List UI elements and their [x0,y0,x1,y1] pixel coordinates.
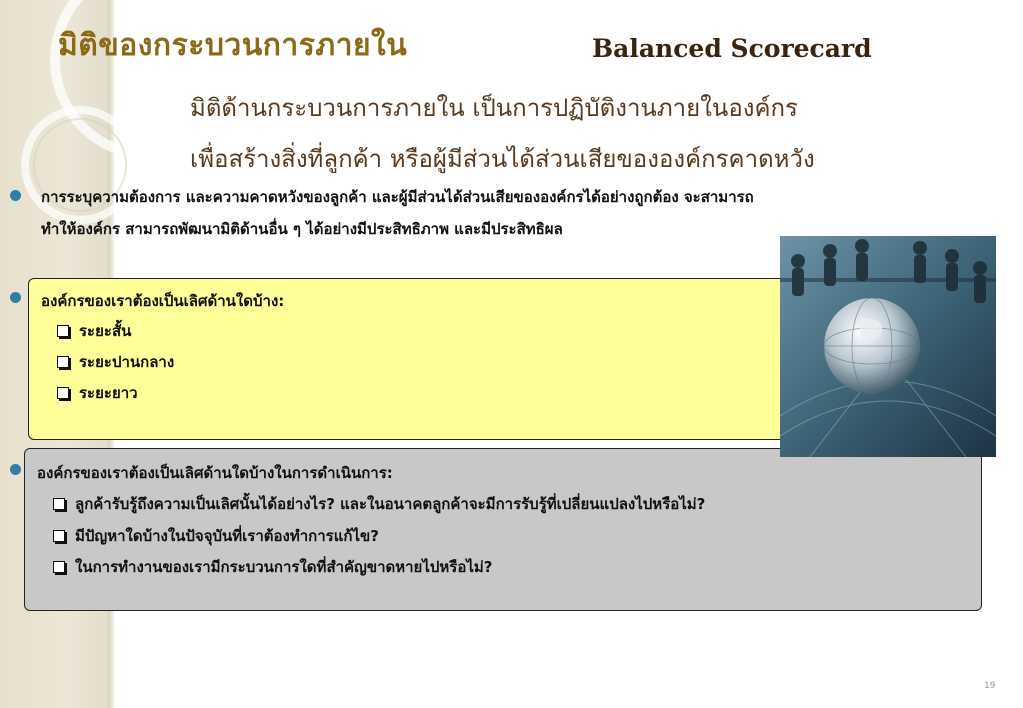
list-item [57,350,174,374]
bullet-dot [10,292,21,303]
subtitle-line-2: เพื่อสร้างสิ่งที่ลูกค้า หรือผู้มีส่วนได้ส่วนเสียขององค์กรคาดหวัง [190,145,815,173]
intro-line-1: การระบุความต้องการ และความคาดหวังของลูกค้า และผู้มีส่วนได้ส่วนเสียขององค์กรได้อย่างถูกต้อง จะสามารถ [41,188,754,206]
checkbox-bullet-icon [57,356,69,368]
checkbox-bullet-icon [57,325,69,337]
list-item-label: ลูกค้ารับรู้ถึงความเป็นเลิศนั้นได้อย่างไร? และในอนาคตลูกค้าจะมีการรับรู้ที่เปลี่ยนแปลงไปหรือไม่? [75,495,706,513]
yellow-box-heading: องค์กรของเราต้องเป็นเลิศด้านใดบ้าง: [41,292,285,310]
list-item-label: ระยะยาว [79,384,138,402]
intro-line-2: ทำให้องค์กร สามารถพัฒนามิติด้านอื่น ๆ ได้อย่างมีประสิทธิภาพ และมีประสิทธิผล [41,220,563,238]
bullet-dot [10,190,21,201]
list-item-label: ระยะสั้น [79,322,132,340]
list-item [57,381,138,405]
list-item [53,524,379,548]
gray-box-heading: องค์กรของเราต้องเป็นเลิศด้านใดบ้างในการดำเนินการ: [37,464,393,482]
checkbox-bullet-icon [53,530,65,542]
slide-title: มิติของกระบวนการภายใน [58,28,408,63]
list-item-label: ในการทำงานของเรามีกระบวนการใดที่สำคัญขาดหายไปหรือไม่? [75,558,493,576]
brand-heading: Balanced Scorecard [592,34,872,63]
list-item [57,319,131,343]
globe-with-people-photo [780,236,996,457]
gray-callout-box [24,448,982,611]
bullet-dot [10,464,21,475]
checkbox-bullet-icon [57,387,69,399]
list-item [53,492,705,516]
subtitle-line-1: มิติด้านกระบวนการภายใน เป็นการปฏิบัติงานภายในองค์กร [190,94,798,122]
page-number: 19 [984,681,996,691]
yellow-callout-box [28,278,806,440]
checkbox-bullet-icon [53,498,65,510]
list-item [53,555,493,579]
list-item-label: ระยะปานกลาง [79,353,175,371]
checkbox-bullet-icon [53,561,65,573]
list-item-label: มีปัญหาใดบ้างในปัจจุบันที่เราต้องทำการแก้ไข? [75,527,379,545]
